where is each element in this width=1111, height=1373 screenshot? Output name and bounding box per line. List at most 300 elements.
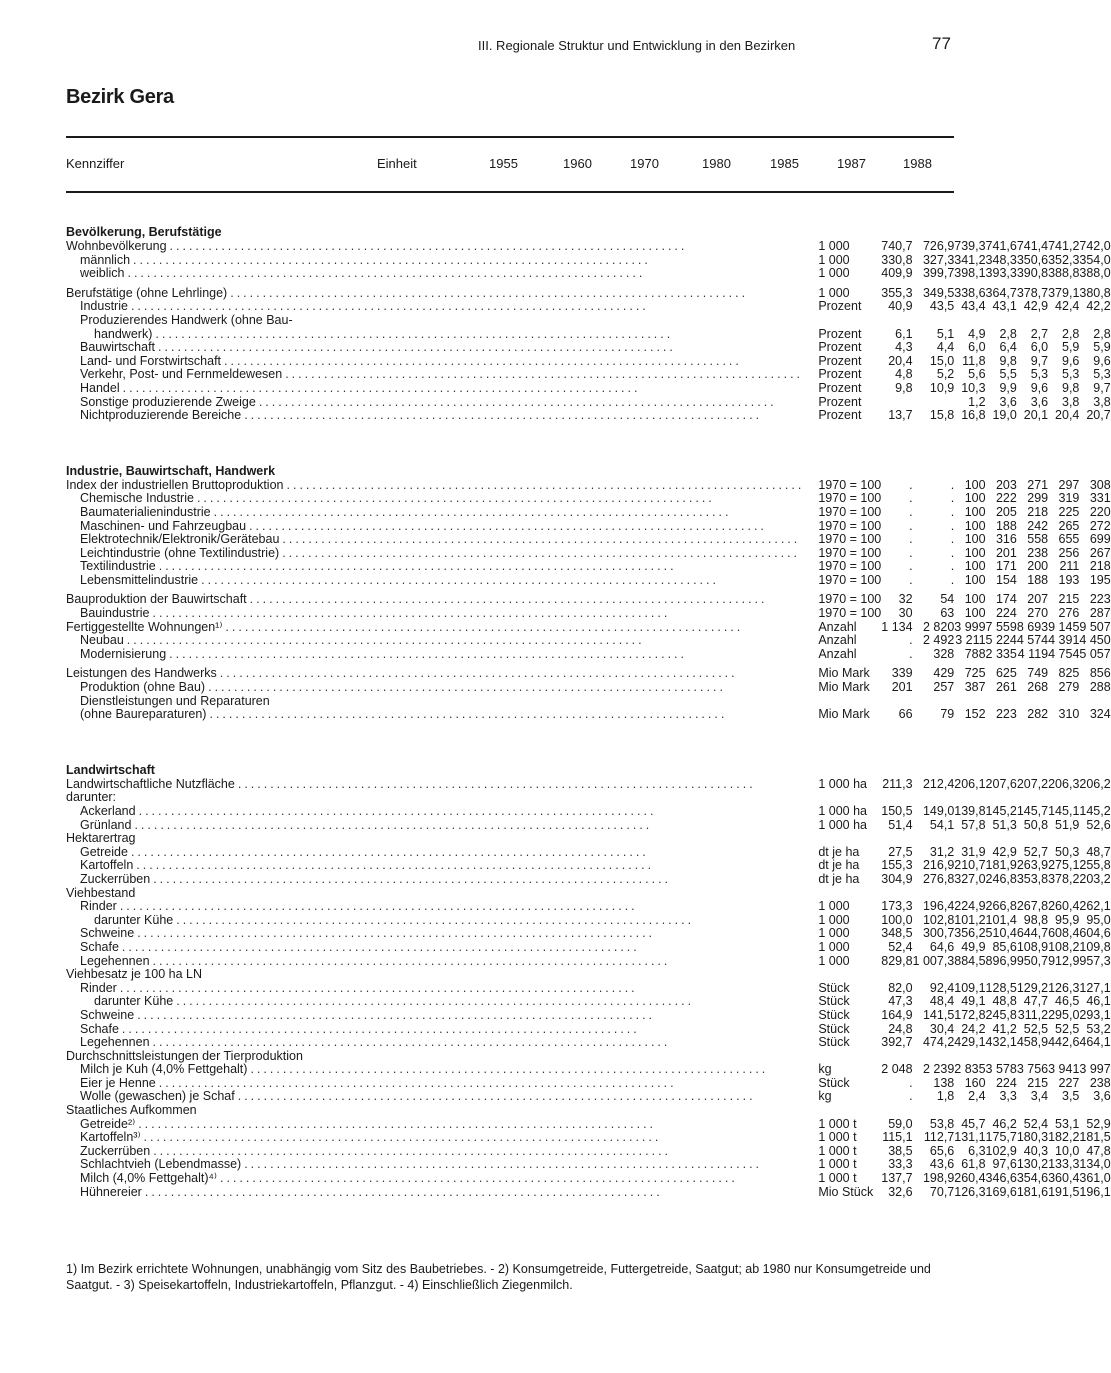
value-cell: 100	[964, 559, 986, 574]
unit-cell: Prozent	[818, 380, 862, 395]
value-cell: 392,7	[881, 1035, 913, 1050]
row-label-text: Viehbesatz je 100 ha LN	[66, 967, 202, 982]
value-cell: 260,4	[954, 1171, 986, 1186]
unit-cell: Prozent	[818, 326, 862, 341]
table-row	[66, 832, 1111, 846]
row-label	[66, 240, 804, 254]
value-cell: 9,8	[1062, 380, 1080, 395]
value-cell: 390,8	[1016, 266, 1049, 281]
row-label	[66, 574, 804, 588]
row-label	[66, 267, 804, 281]
value-cell	[954, 887, 985, 901]
value-cell: 46,1	[1086, 994, 1111, 1009]
value-cell: 246,8	[985, 871, 1017, 886]
value-cell: 330,8	[881, 252, 913, 267]
value-cell: 9 507	[1079, 619, 1111, 634]
unit-cell: kg	[818, 1062, 832, 1077]
table-row	[66, 634, 1111, 648]
value-cell	[881, 396, 912, 410]
value-cell: 108,2	[1048, 939, 1080, 954]
value-cell: 360,4	[1048, 1171, 1080, 1186]
value-cell: 304,9	[881, 871, 913, 886]
value-cell: .	[909, 518, 913, 533]
value-cell: 52,7	[1023, 844, 1049, 859]
value-cell: 2 048	[881, 1062, 913, 1077]
value-cell: 3 211	[955, 633, 986, 648]
value-cell	[986, 968, 1017, 982]
value-cell: 260,4	[1048, 899, 1080, 914]
table-row	[66, 1009, 1111, 1023]
value-cell	[1079, 314, 1110, 328]
row-label	[66, 1090, 804, 1104]
value-cell: 346,6	[985, 1171, 1017, 1186]
row-label-text: Durchschnittsleistungen der Tierproduktion	[66, 1048, 303, 1063]
spacer-cell	[66, 423, 1111, 449]
unit-cell	[804, 695, 881, 709]
table-row	[66, 254, 1111, 268]
unit-cell: 1 000	[818, 926, 850, 941]
value-cell: .	[950, 518, 955, 533]
value-cell	[986, 832, 1017, 846]
value-cell: 100	[964, 545, 986, 560]
value-cell: 950,7	[1016, 953, 1049, 968]
value-cell: 137,7	[881, 1171, 913, 1186]
value-cell: 604,6	[1079, 926, 1111, 941]
value-cell: 109,1	[954, 980, 986, 995]
value-cell: 175,7	[985, 1130, 1017, 1145]
leader-dots: ................................................................................	[138, 804, 657, 818]
value-cell: 52,4	[888, 939, 913, 954]
value-cell: 387	[964, 680, 986, 695]
row-label	[66, 819, 804, 833]
row-label	[66, 1158, 804, 1172]
value-cell: 196,1	[1079, 1184, 1111, 1199]
leader-dots: ................................................................................	[285, 367, 804, 382]
value-cell: 3,8	[1093, 394, 1111, 409]
value-cell: 155,3	[881, 858, 913, 873]
value-cell: 126,3	[954, 1184, 986, 1199]
value-cell: 327,0	[954, 871, 986, 886]
value-cell: 9,6	[1062, 353, 1080, 368]
page-title: Bezirk Gera	[66, 86, 174, 108]
value-cell: 139,8	[954, 804, 986, 818]
value-cell	[954, 1050, 985, 1064]
value-cell: 112,7	[923, 1130, 955, 1145]
value-cell: 224,9	[954, 899, 986, 914]
leader-dots: ................................................................................	[169, 239, 688, 253]
table-row	[66, 368, 1111, 382]
value-cell: 2,8	[1062, 326, 1080, 341]
value-cell: 6,0	[968, 340, 986, 355]
table-row	[66, 547, 1111, 561]
table-row	[66, 1077, 1111, 1091]
value-cell: 20,4	[888, 353, 913, 368]
value-cell	[986, 314, 1017, 328]
value-cell	[913, 1050, 955, 1064]
leader-dots: ................................................................................	[176, 994, 695, 1009]
column-header-year: 1985	[770, 156, 799, 171]
value-cell: 31,2	[929, 844, 955, 859]
row-label-text: Handel	[80, 380, 120, 395]
unit-cell: Prozent	[818, 353, 862, 368]
column-header-year: 1980	[702, 156, 731, 171]
value-cell: 316	[995, 532, 1017, 547]
value-cell: 49,9	[961, 939, 986, 954]
value-cell: 3,6	[1030, 394, 1049, 409]
row-label-text: Industrie	[80, 299, 128, 314]
unit-cell: Mio Stück	[818, 1184, 874, 1199]
value-cell	[986, 695, 1017, 709]
value-cell: 3 999	[954, 619, 986, 634]
row-label	[66, 547, 804, 561]
value-cell: 829,8	[881, 953, 913, 968]
column-header-einheit: Einheit	[377, 156, 417, 171]
value-cell: 42,4	[1055, 299, 1080, 314]
unit-cell: 1970 = 100	[818, 592, 882, 607]
row-label	[66, 1172, 804, 1186]
table-row	[66, 593, 1111, 607]
value-cell: 43,5	[929, 299, 955, 314]
value-cell	[1017, 1050, 1048, 1064]
table-row	[66, 1036, 1111, 1050]
row-label-text: Leistungen des Handwerks	[66, 666, 217, 681]
leader-dots: ................................................................................	[133, 252, 651, 267]
value-cell: .	[909, 504, 913, 519]
spacer-cell	[66, 722, 1111, 748]
table-row	[66, 560, 1111, 574]
value-cell: 53,8	[929, 1116, 955, 1131]
value-cell: 324	[1089, 707, 1111, 722]
row-label	[66, 287, 804, 301]
row-label	[66, 873, 804, 887]
value-cell: 608,4	[1048, 926, 1080, 941]
row-label	[66, 695, 804, 709]
value-cell: 5,3	[1093, 367, 1111, 382]
value-cell	[913, 1104, 955, 1118]
value-cell: 207,2	[1016, 776, 1049, 791]
row-label-text: Index der industriellen Bruttoproduktion	[66, 477, 284, 492]
value-cell: 32,6	[888, 1184, 913, 1199]
value-cell: 327,3	[922, 252, 955, 267]
value-cell: 349,5	[922, 285, 955, 300]
value-cell: 2 820	[922, 619, 955, 634]
value-cell: 54	[940, 592, 955, 607]
value-cell: 257	[933, 680, 955, 695]
value-cell: 42,9	[1023, 299, 1049, 314]
value-cell	[954, 968, 985, 982]
value-cell: 48,7	[1086, 844, 1111, 859]
row-label-text: Berufstätige (ohne Lehrlinge)	[66, 285, 228, 300]
table-row	[66, 492, 1111, 506]
value-cell: 173,3	[881, 899, 913, 914]
table-row	[66, 778, 1111, 792]
value-cell: 49,1	[961, 994, 986, 1009]
value-cell: 299	[1027, 491, 1049, 506]
value-cell: 46,5	[1055, 994, 1080, 1009]
value-cell	[881, 832, 912, 846]
row-label	[66, 708, 804, 722]
unit-cell: 1 000 ha	[818, 804, 868, 818]
value-cell: 5,5	[999, 367, 1017, 382]
value-cell: 61,8	[961, 1157, 986, 1172]
value-cell: 174	[995, 592, 1017, 607]
value-cell: 215	[1058, 592, 1080, 607]
value-cell: 131,1	[954, 1130, 986, 1145]
value-cell: 749	[1027, 666, 1049, 681]
unit-cell: Stück	[818, 1035, 850, 1050]
value-cell: .	[909, 491, 913, 506]
unit-cell	[804, 1104, 881, 1118]
value-cell: 160	[964, 1075, 986, 1090]
value-cell: .	[909, 646, 913, 661]
leader-dots: ................................................................................	[249, 592, 768, 607]
value-cell: 193	[1058, 572, 1080, 587]
row-label-text: Bauproduktion der Bauwirtschaft	[66, 592, 247, 607]
unit-cell: 1970 = 100	[818, 559, 882, 574]
value-cell	[954, 695, 985, 709]
row-label-text: Fertiggestellte Wohnungen¹⁾	[66, 619, 223, 634]
value-cell: 24,8	[888, 1021, 913, 1036]
row-label	[66, 791, 804, 805]
leader-dots: ................................................................................	[208, 680, 726, 695]
value-cell: 271	[1027, 477, 1049, 492]
row-label	[66, 846, 804, 860]
value-cell	[1048, 832, 1079, 846]
value-cell: .	[909, 1089, 913, 1104]
value-cell: 41,2	[992, 1021, 1017, 1036]
value-cell: 354,6	[1016, 1171, 1049, 1186]
row-label	[66, 995, 804, 1009]
unit-cell: Stück	[818, 1007, 850, 1022]
row-label	[66, 648, 804, 662]
unit-cell: kg	[818, 1089, 832, 1104]
value-cell: 348,5	[881, 926, 913, 941]
leader-dots: ................................................................................	[286, 477, 805, 492]
unit-cell: Prozent	[818, 367, 862, 382]
row-label-text: Kartoffeln	[80, 858, 134, 873]
value-cell: 52,4	[1023, 1116, 1049, 1131]
value-cell: 152	[964, 707, 986, 722]
table-row	[66, 995, 1111, 1009]
value-cell: 245,8	[985, 1007, 1017, 1022]
row-label	[66, 778, 804, 792]
running-title: III. Regionale Struktur und Entwicklung in den Bezirken	[478, 38, 796, 53]
row-label-text: Wolle (gewaschen) je Schaf	[80, 1089, 235, 1104]
value-cell: 20,1	[1023, 408, 1049, 423]
value-cell: 11,8	[962, 353, 986, 368]
value-cell: 442,6	[1048, 1035, 1080, 1050]
top-rule	[66, 136, 954, 138]
value-cell: 275,1	[1048, 858, 1080, 873]
row-label-text: Grünland	[80, 817, 132, 832]
table-row	[66, 887, 1111, 901]
table-body	[66, 210, 1111, 1199]
value-cell: 48,8	[992, 994, 1017, 1009]
value-cell: 57,8	[961, 817, 986, 832]
value-cell: 896,9	[985, 953, 1017, 968]
value-cell: 319	[1058, 491, 1080, 506]
leader-dots: ................................................................................	[201, 572, 719, 587]
value-cell: 3,5	[1062, 1089, 1080, 1104]
value-cell: 182,2	[1048, 1130, 1080, 1145]
value-cell: 227	[1058, 1075, 1080, 1090]
unit-cell: Prozent	[818, 408, 862, 423]
value-cell: .	[950, 491, 955, 506]
row-label-text: Nichtproduzierende Bereiche	[80, 408, 242, 423]
value-cell: 9,6	[1093, 353, 1111, 368]
leader-dots: ................................................................................	[158, 340, 676, 355]
column-header-year: 1988	[903, 156, 932, 171]
value-cell: .	[909, 1075, 913, 1090]
value-cell: 1 134	[881, 619, 913, 634]
unit-cell: 1 000 t	[818, 1116, 857, 1131]
unit-cell: Anzahl	[818, 619, 857, 634]
row-label-text: Textilindustrie	[80, 559, 156, 574]
value-cell: 740,7	[881, 239, 913, 253]
leader-dots: ................................................................................	[119, 980, 638, 995]
row-label-text: Chemische Industrie	[80, 491, 194, 506]
value-cell: 6,4	[999, 340, 1017, 355]
leader-dots: ................................................................................	[130, 299, 649, 314]
row-label	[66, 328, 804, 342]
value-cell: 223	[995, 707, 1017, 722]
value-cell	[1079, 968, 1110, 982]
value-cell: 3,4	[1030, 1089, 1049, 1104]
unit-cell: 1970 = 100	[818, 518, 882, 533]
leader-dots: ................................................................................	[196, 491, 715, 506]
row-label	[66, 254, 804, 268]
value-cell: 101,4	[985, 912, 1017, 927]
row-label	[66, 1186, 804, 1200]
table-row	[66, 708, 1111, 722]
table-row	[66, 328, 1111, 342]
value-cell: 308	[1089, 477, 1111, 492]
unit-cell: 1 000	[818, 899, 850, 914]
unit-cell: 1970 = 100	[818, 572, 882, 587]
value-cell: 47,3	[888, 994, 913, 1009]
value-cell: 42,2	[1086, 299, 1111, 314]
value-cell: 311,2	[1017, 1007, 1049, 1022]
leader-dots: ................................................................................	[225, 619, 744, 634]
value-cell: 38,5	[888, 1143, 913, 1158]
value-cell: 171	[995, 559, 1017, 574]
value-cell: 51,4	[888, 817, 913, 832]
row-label	[66, 832, 804, 846]
row-label-text: Produktion (ohne Bau)	[80, 680, 206, 695]
value-cell: 5 224	[985, 633, 1017, 648]
value-cell: 276,8	[922, 871, 955, 886]
leader-dots: ................................................................................	[282, 545, 801, 560]
value-cell: 216,9	[922, 858, 955, 873]
table-row	[66, 506, 1111, 520]
value-cell: .	[909, 572, 913, 587]
value-cell: 741,6	[985, 239, 1017, 253]
row-label-text: Getreide	[80, 844, 128, 859]
value-cell: 43,6	[929, 1157, 955, 1172]
value-cell: 741,2	[1048, 239, 1080, 253]
value-cell: 3,3	[999, 1089, 1017, 1104]
header-rule	[66, 191, 954, 193]
leader-dots: ................................................................................	[134, 817, 653, 832]
row-label-text: Milch je Kuh (4,0% Fettgehalt)	[80, 1062, 248, 1077]
value-cell: 9,7	[1030, 353, 1049, 368]
value-cell	[913, 887, 955, 901]
value-cell: 726,9	[922, 239, 955, 253]
row-label-text: Sonstige produzierende Zweige	[80, 394, 256, 409]
value-cell: 154	[995, 572, 1017, 587]
row-label-text: Staatliches Aufkommen	[66, 1103, 197, 1118]
value-cell: 95,9	[1055, 912, 1080, 927]
unit-cell	[804, 887, 881, 901]
value-cell: 79	[940, 707, 955, 722]
value-cell: 181,9	[985, 858, 1017, 873]
row-label-text: Bauindustrie	[80, 606, 150, 621]
value-cell: 739,3	[954, 239, 986, 253]
value-cell: 3 941	[1048, 1062, 1080, 1077]
value-cell	[1079, 887, 1110, 901]
unit-cell: 1970 = 100	[818, 545, 882, 560]
leader-dots: ................................................................................	[158, 559, 677, 574]
row-label-text: Neubau	[80, 633, 124, 648]
unit-cell: 1 000	[818, 285, 850, 300]
row-label-text: Milch (4,0% Fettgehalt)⁴⁾	[80, 1171, 217, 1186]
value-cell: 474,2	[922, 1035, 955, 1050]
value-cell: 206,1	[954, 776, 986, 791]
value-cell: 31,9	[961, 844, 986, 859]
value-cell	[1048, 1104, 1079, 1118]
value-cell: 9,8	[999, 353, 1017, 368]
value-cell	[1079, 1050, 1110, 1064]
row-label-text: Schweine	[80, 1007, 135, 1022]
value-cell: 207	[1027, 592, 1049, 607]
value-cell	[913, 314, 955, 328]
value-cell: 82,0	[888, 980, 913, 995]
row-label	[66, 479, 804, 493]
value-cell: 53,2	[1086, 1021, 1111, 1036]
value-cell: 268	[1027, 680, 1049, 695]
row-label	[66, 1050, 804, 1064]
table-row	[66, 533, 1111, 547]
value-cell: 10,9	[929, 380, 955, 395]
unit-cell: 1970 = 100	[818, 504, 882, 519]
leader-dots: ................................................................................	[244, 1157, 763, 1172]
value-cell: 52,6	[1086, 817, 1111, 832]
column-header-kennziffer: Kennziffer	[66, 156, 125, 171]
row-label-text: Viehbestand	[66, 885, 136, 900]
row-label-text: Hektarertrag	[66, 831, 136, 846]
value-cell	[1017, 314, 1048, 328]
value-cell	[1017, 695, 1048, 709]
value-cell: .	[909, 559, 913, 574]
unit-cell: 1 000	[818, 939, 850, 954]
value-cell: 328	[933, 646, 955, 661]
value-cell: 282	[1027, 707, 1049, 722]
value-cell: 70,7	[929, 1184, 955, 1199]
value-cell: 27,5	[888, 844, 913, 859]
value-cell	[913, 832, 955, 846]
section-heading	[66, 449, 1111, 479]
row-label	[66, 314, 804, 328]
value-cell	[1079, 832, 1110, 846]
value-cell	[986, 1104, 1017, 1118]
row-label	[66, 805, 804, 819]
table-row	[66, 382, 1111, 396]
value-cell: 238	[1089, 1075, 1111, 1090]
unit-cell: dt je ha	[818, 844, 860, 859]
value-cell: 100	[964, 477, 986, 492]
value-cell: 558	[1027, 532, 1049, 547]
spacer-row	[66, 423, 1111, 449]
